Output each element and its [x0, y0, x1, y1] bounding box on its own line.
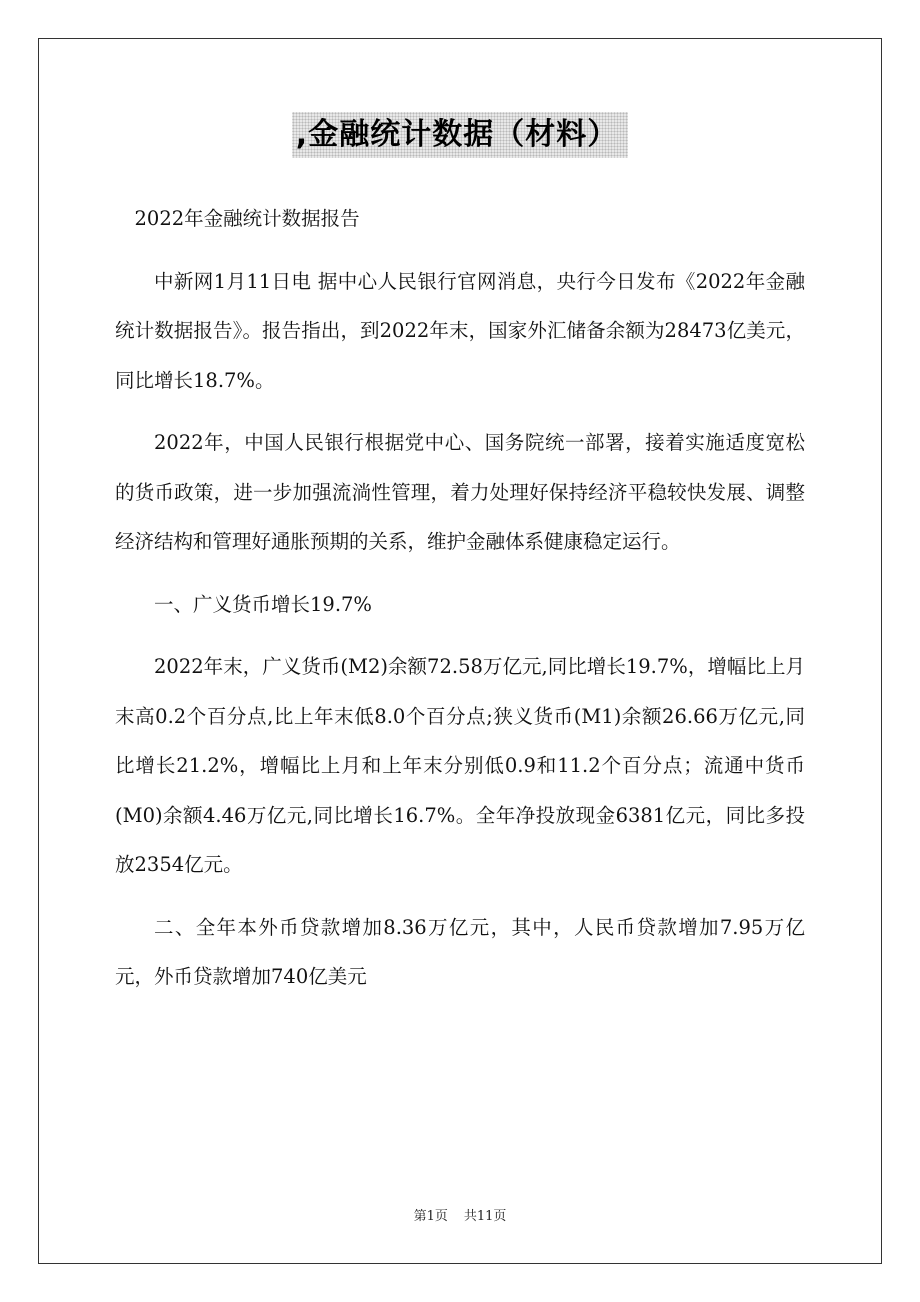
title-container	[0, 112, 920, 158]
paragraph-policy: 2022年，中国人民银行根据党中心、国务院统一部署，接着实施适度宽松的货币政策，进一步加强流淌性管理，着力处理好保持经济平稳较快发展、调整经济结构和管理好通胀预期的关系，维护金融体系健康稳定运行。	[115, 431, 805, 553]
page-footer	[0, 1205, 920, 1224]
section-heading-2: 二、全年本外币贷款增加8.36万亿元，其中，人民币贷款增加7.95万亿元，外币贷款增加740亿美元	[115, 915, 805, 988]
paragraph-intro: 中新网1月11日电 据中心人民银行官网消息，央行今日发布《2022年金融统计数据报告》。报告指出，到2022年末，国家外汇储备余额为28473亿美元，同比增长18.7%。	[115, 269, 805, 392]
page-number: 第1页	[413, 1209, 448, 1224]
document-title: ,金融统计数据（材料）	[292, 112, 628, 158]
document-body	[115, 194, 805, 1015]
page-total: 共11页	[463, 1209, 507, 1224]
report-heading: 2022年金融统计数据报告	[134, 207, 360, 230]
section-heading-1: 一、广义货币增长19.7%	[154, 592, 372, 616]
paragraph-money-supply: 2022年末，广义货币(M2)余额72.58万亿元,同比增长19.7%，增幅比上月末高0.2个百分点,比上年末低8.0个百分点;狭义货币(M1)余额26.66万亿元,同比增长21.2%，增幅比上月和上年末分别低0.9和11.2个百分点；流通中货币(M0)余额4.46万亿元,同比增长16.7%。全年净投放现金6381亿元，同比多投放2354亿元。	[115, 655, 805, 876]
